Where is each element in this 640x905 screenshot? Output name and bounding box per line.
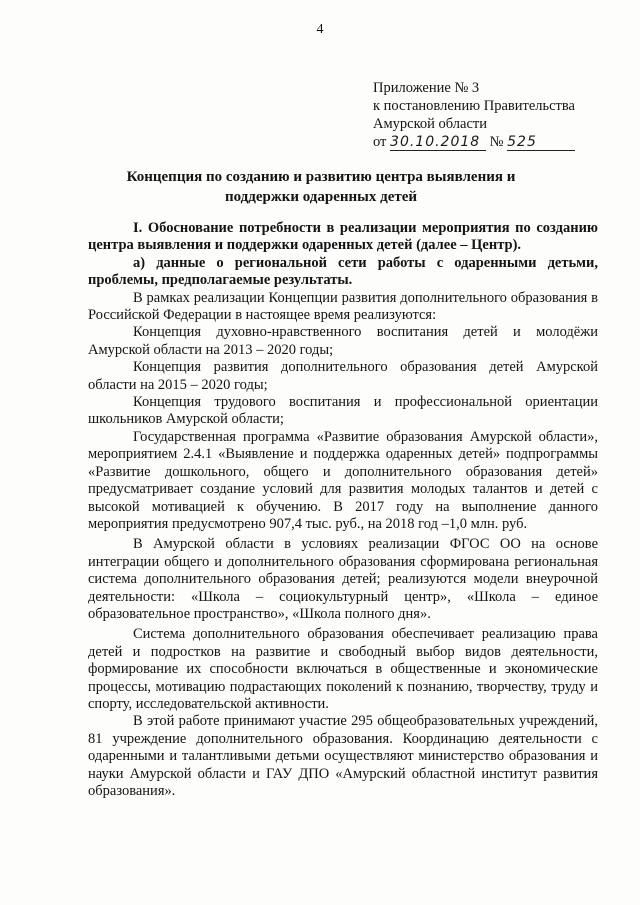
number-prefix: № — [489, 134, 504, 150]
appendix-region: Амурской области — [373, 116, 487, 132]
paragraph: В Амурской области в условиях реализации ФГОС ОО на основе интеграции общего и дополнительного образования сформирована региональная система дополнительного образования детей; реализуются модели внеурочной деятельности: «Школа – социокультурный центр», «Школа – единое образовательное пространство», «Школа полного дня». — [88, 536, 598, 622]
appendix-date-line — [373, 133, 623, 151]
appendix-title: Приложение № 3 — [373, 80, 480, 96]
handwritten-number: 525 — [507, 135, 575, 151]
handwritten-date: 30.10.2018 — [390, 135, 486, 151]
subsection-heading: а) данные о региональной сети работы с одаренными детьми, проблемы, предполагаемые результаты. — [88, 254, 598, 289]
paragraph: Концепция духовно-нравственного воспитания детей и молодёжи Амурской области на 2013 – 2020 годы; — [88, 324, 598, 358]
document-title: Концепция по созданию и развитию центра выявления и поддержки одаренных детей — [126, 169, 516, 205]
section-heading: I. Обоснование потребности в реализации мероприятия по созданию центра выявления и поддержки одаренных детей (далее – Центр). — [88, 220, 598, 254]
appendix-header — [373, 79, 623, 151]
paragraph: В этой работе принимают участие 295 общеобразовательных учреждений, 81 учреждение дополнительного образования. Координацию деятельности с одаренными и талантливыми детьми осуществляют министерство образования и науки Амурской области и ГАУ ДПО «Амурский областной институт развития образования». — [88, 713, 598, 799]
appendix-reference: к постановлению Правительства — [373, 98, 575, 114]
date-prefix: от — [373, 134, 387, 150]
document-body — [88, 220, 598, 800]
paragraph: Концепция трудового воспитания и профессиональной ориентации школьников Амурской области; — [88, 394, 598, 428]
paragraph: Государственная программа «Развитие образования Амурской области», мероприятием 2.4.1 «Выявление и поддержка одаренных детей» подпрограммы «Развитие дошкольного, общего и дополнительного образования детей» предусматривает создание условий для развития молодых талантов и детей с высокой мотивацией к обучению. В 2017 году на выполнение данного мероприятия предусмотрено 907,4 тыс. руб., на 2018 год –1,0 млн. руб. — [88, 428, 598, 532]
paragraph: Система дополнительного образования обеспечивает реализацию права детей и подростков на развитие и свободный выбор видов деятельности, формирование их способности включаться в общественные и экономические процессы, мотивацию подрастающих поколений к познанию, творчеству, труду и спорту, исследовательской активности. — [88, 626, 598, 712]
page-number: 4 — [316, 22, 324, 37]
paragraph: В рамках реализации Концепции развития дополнительного образования в Российской Федерации в настоящее время реализуются: — [88, 289, 598, 324]
paragraph: Концепция развития дополнительного образования детей Амурской области на 2015 – 2020 годы; — [88, 359, 598, 393]
